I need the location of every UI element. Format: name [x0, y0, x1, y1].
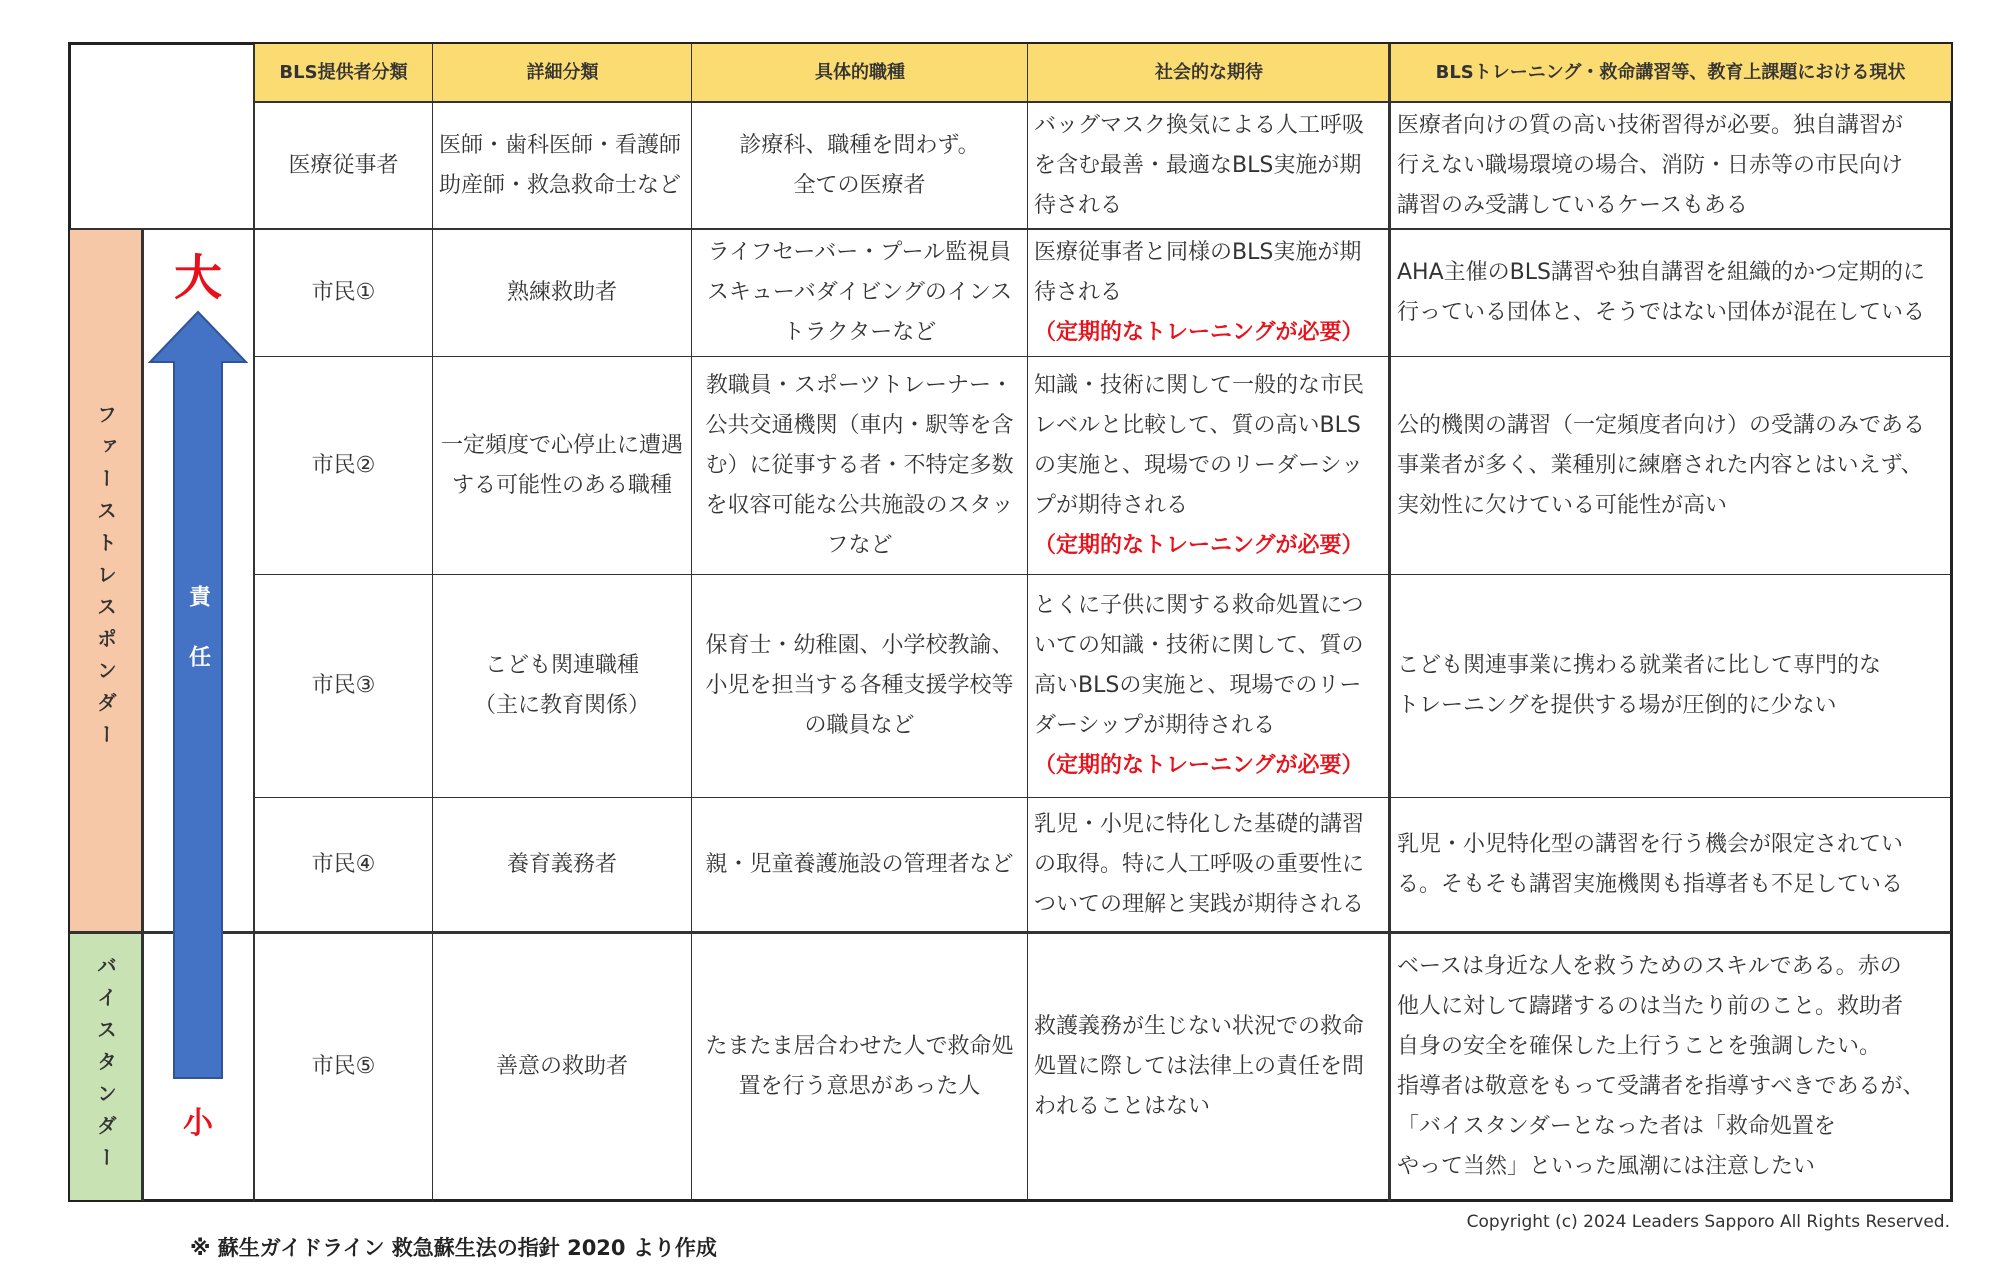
- header-status: BLSトレーニング・救命講習等、教育上課題における現状: [1390, 44, 1951, 102]
- copyright-text: Copyright (c) 2024 Leaders Sapporo All Rights Reserved.: [1466, 1212, 1950, 1232]
- training-note: （定期的なトレーニングが必要）: [1034, 753, 1364, 778]
- header-provider: BLS提供者分類: [254, 44, 433, 102]
- cell-job: 診療科、職種を問わず。 全ての医療者: [739, 132, 980, 198]
- cell-status: 公的機関の講習（一定頻度者向け）の受講のみである 事業者が多く、業種別に練磨された内容とはいえず、 実効性に欠けている可能性が高い: [1397, 412, 1926, 518]
- cell-status: AHA主催のBLS講習や独自講習を組織的かつ定期的に 行っている団体と、そうではない団体が混在している: [1397, 260, 1926, 325]
- cell-provider: 市民④: [311, 851, 376, 877]
- arrow-bottom-label: 小: [183, 1106, 213, 1141]
- expect-text: 医療従事者と同様のBLS実施が期 待される: [1034, 240, 1362, 305]
- cell-job: 教職員・スポーツトレーナー・ 公共交通機関（車内・駅等を含 む）に従事する者・不特定多数 を収容可能な公共施設のスタッ フなど: [705, 372, 1014, 558]
- cell-job: たまたま居合わせた人で救命処 置を行う意思があった人: [705, 1034, 1014, 1099]
- bystander-label: バイスタンダー: [93, 954, 118, 1179]
- cell-expect: [1028, 357, 1388, 574]
- cell-job: 保育士・幼稚園、小学校教諭、 小児を担当する各種支援学校等 の職員など: [705, 633, 1014, 738]
- cell-job: ライフセーバー・プール監視員 スキューバダイビングのインス トラクターなど: [706, 240, 1013, 345]
- cell-status: 医療者向けの質の高い技術習得が必要。独自講習が 行えない職場環境の場合、消防・日赤等の市民向け 講習のみ受講しているケースもある: [1397, 112, 1904, 218]
- cell-provider: 医療従事者: [288, 152, 399, 178]
- cell-provider: 市民②: [311, 452, 376, 478]
- cell-detail: 医師・歯科医師・看護師 助産師・救急救命士など: [439, 132, 682, 198]
- grid-line: [141, 229, 144, 1201]
- cell-status: こども関連事業に携わる就業者に比して専門的な トレーニングを提供する場が圧倒的に少ない: [1397, 653, 1882, 718]
- expect-text: 乳児・小児に特化した基礎的講習 の取得。特に人工呼吸の重要性に ついての理解と実践が期待される: [1034, 811, 1365, 917]
- cell-detail: 一定頻度で心停止に遭遇 する可能性のある職種: [440, 432, 683, 498]
- cell-provider: 市民⑤: [311, 1054, 376, 1079]
- cell-detail: 善意の救助者: [495, 1054, 628, 1079]
- cell-expect: [1028, 798, 1388, 931]
- training-note: （定期的なトレーニングが必要）: [1034, 320, 1364, 345]
- cell-job: 親・児童養護施設の管理者など: [705, 851, 1014, 877]
- arrow-label: 責任: [185, 585, 211, 705]
- cell-detail: 養育義務者: [506, 851, 617, 877]
- cell-status: ベースは身近な人を救うためのスキルである。赤の 他人に対して躊躇するのは当たり前のこと。救助者 自身の安全を確保した上行うことを強調したい。 指導者は敬意をもって受講者を指導すべきであるが、 「バイスタンダーとなった者は「救命処置を やって当然」といった風潮には注意したい: [1397, 954, 1925, 1179]
- cell-status: 乳児・小児特化型の講習を行う機会が限定されてい る。そもそも講習実施機関も指導者も不足している: [1397, 831, 1904, 897]
- bystander-band: [70, 933, 142, 1200]
- cell-detail: こども関連職種 （主に教育関係）: [473, 653, 650, 718]
- training-note: （定期的なトレーニングが必要）: [1034, 532, 1364, 558]
- cell-expect: [1028, 934, 1388, 1200]
- expect-text: バッグマスク換気による人工呼吸 を含む最善・最適なBLS実施が期 待される: [1034, 112, 1365, 218]
- expect-text: 知識・技術に関して一般的な市民 レベルと比較して、質の高いBLS の実施と、現場でのリーダーシッ プが期待される: [1034, 372, 1365, 518]
- expect-text: 救護義務が生じない状況での救命 処置に際しては法律上の責任を問 われることはない: [1034, 1014, 1365, 1119]
- first-responder-band: [70, 229, 142, 931]
- header-expect: 社会的な期待: [1028, 44, 1390, 102]
- first-responder-label: ファーストレスポンダー: [93, 404, 118, 756]
- cell-detail: 熟練救助者: [506, 280, 617, 305]
- cell-provider: 市民③: [311, 673, 376, 698]
- expect-text: とくに子供に関する救命処置につ いての知識・技術に関して、質の 高いBLSの実施と、現場でのリー ダーシップが期待される: [1034, 593, 1364, 738]
- arrow-top-label: 大: [173, 250, 222, 306]
- cell-provider: 市民①: [311, 280, 376, 305]
- cell-expect: [1028, 575, 1388, 797]
- header-job: 具体的職種: [692, 44, 1028, 102]
- source-note: ※ 蘇生ガイドライン 救急蘇生法の指針 2020 より作成: [190, 1236, 717, 1260]
- header-detail: 詳細分類: [433, 44, 692, 102]
